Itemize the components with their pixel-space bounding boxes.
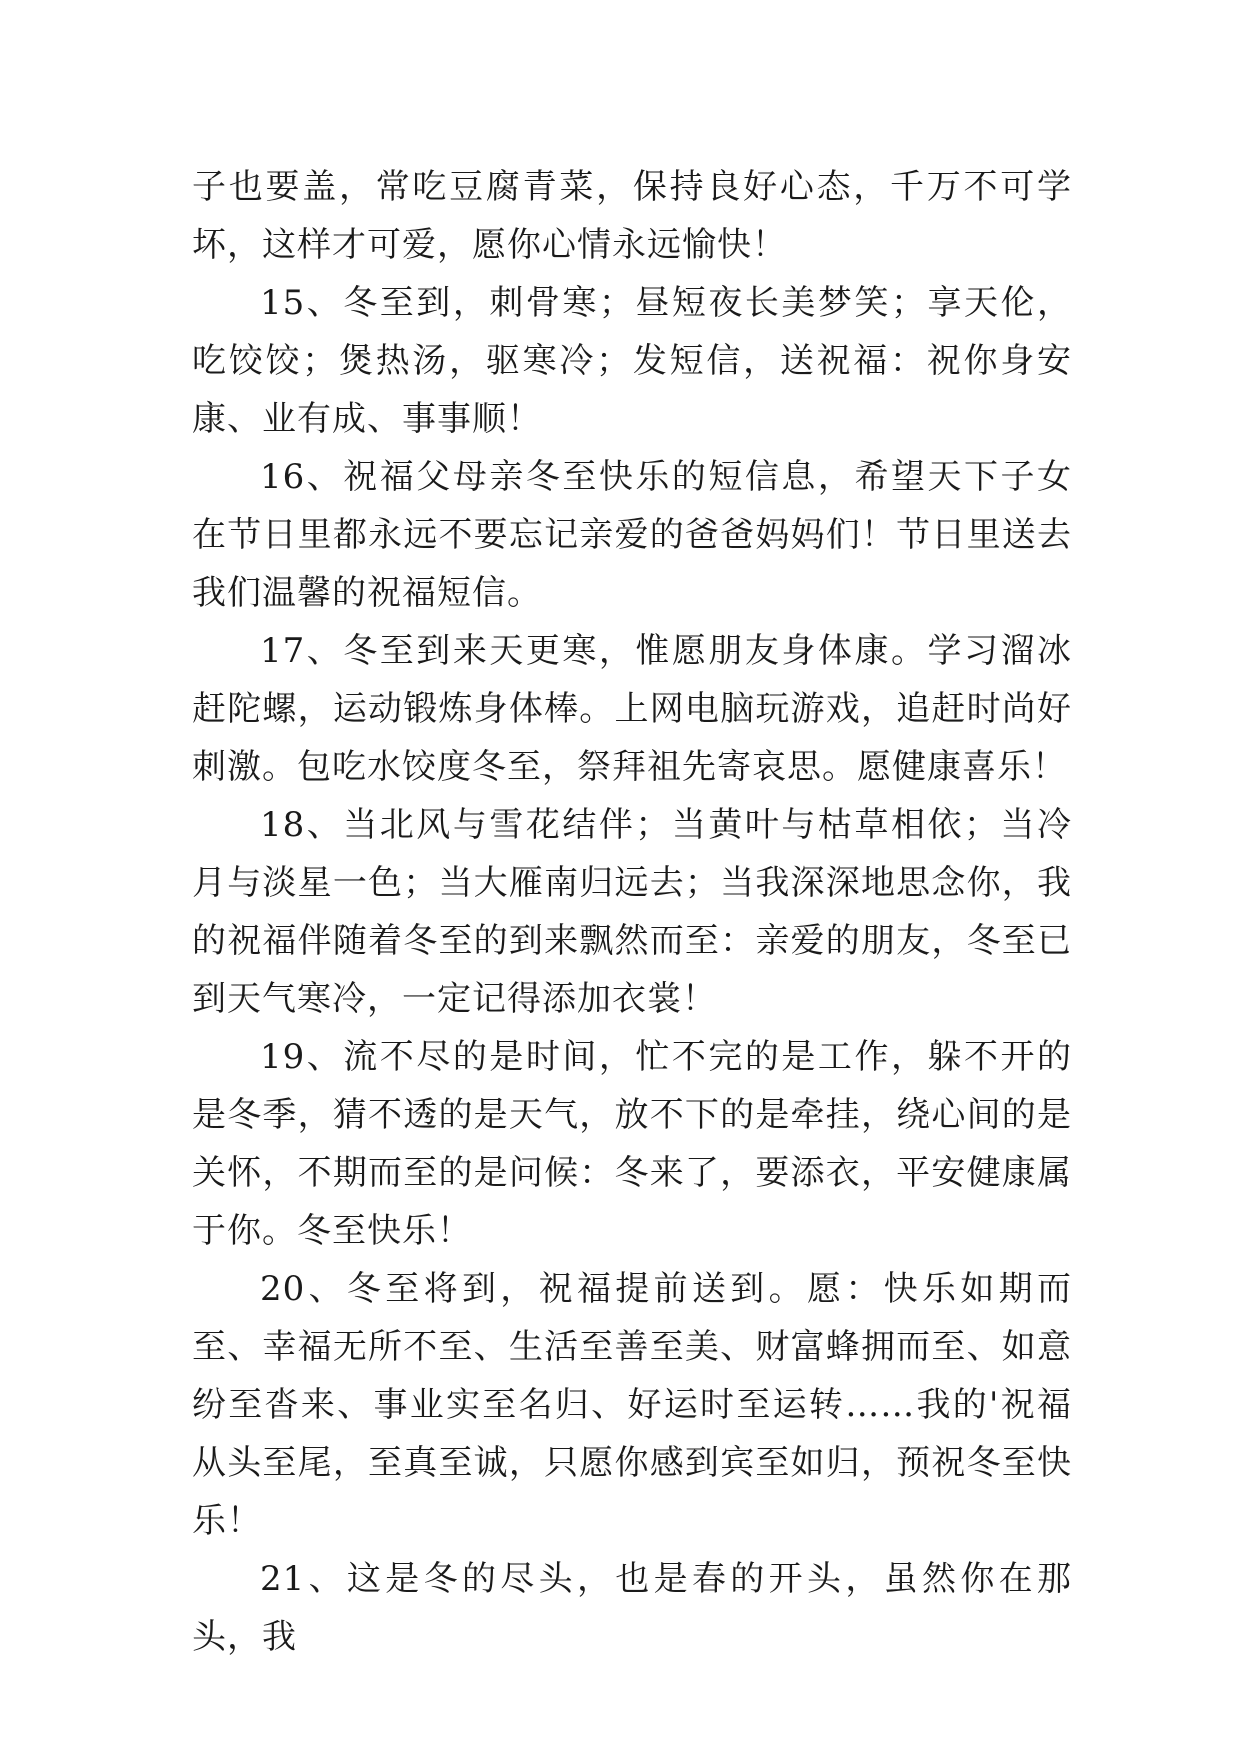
document-body [192,158,1072,1666]
paragraph-19: 19、流不尽的是时间，忙不完的是工作，躲不开的是冬季，猜不透的是天气，放不下的是牵挂，绕心间的是关怀，不期而至的是问候：冬来了，要添衣，平安健康属于你。冬至快乐！ [192,1037,1072,1251]
paragraph-continuation: 子也要盖，常吃豆腐青菜，保持良好心态，千万不可学坏，这样才可爱，愿你心情永远愉快！ [192,167,1072,265]
paragraph-15: 15、冬至到，刺骨寒；昼短夜长美梦笑；享天伦，吃饺饺；煲热汤，驱寒冷；发短信，送祝福：祝你身安康、业有成、事事顺！ [192,283,1072,439]
paragraph-21: 21、这是冬的尽头，也是春的开头，虽然你在那头，我 [192,1559,1072,1657]
paragraph-16: 16、祝福父母亲冬至快乐的短信息，希望天下子女在节日里都永远不要忘记亲爱的爸爸妈妈们！节日里送去我们温馨的祝福短信。 [192,457,1072,613]
paragraph-18: 18、当北风与雪花结伴；当黄叶与枯草相依；当冷月与淡星一色；当大雁南归远去；当我深深地思念你，我的祝福伴随着冬至的到来飘然而至：亲爱的朋友，冬至已到天气寒冷，一定记得添加衣裳！ [192,805,1072,1019]
paragraph-20: 20、冬至将到，祝福提前送到。愿：快乐如期而至、幸福无所不至、生活至善至美、财富蜂拥而至、如意纷至沓来、事业实至名归、好运时至运转……我的'祝福从头至尾，至真至诚，只愿你感到宾至如归，预祝冬至快乐！ [192,1269,1072,1541]
paragraph-17: 17、冬至到来天更寒，惟愿朋友身体康。学习溜冰赶陀螺，运动锻炼身体棒。上网电脑玩游戏，追赶时尚好刺激。包吃水饺度冬至，祭拜祖先寄哀思。愿健康喜乐！ [192,631,1072,787]
